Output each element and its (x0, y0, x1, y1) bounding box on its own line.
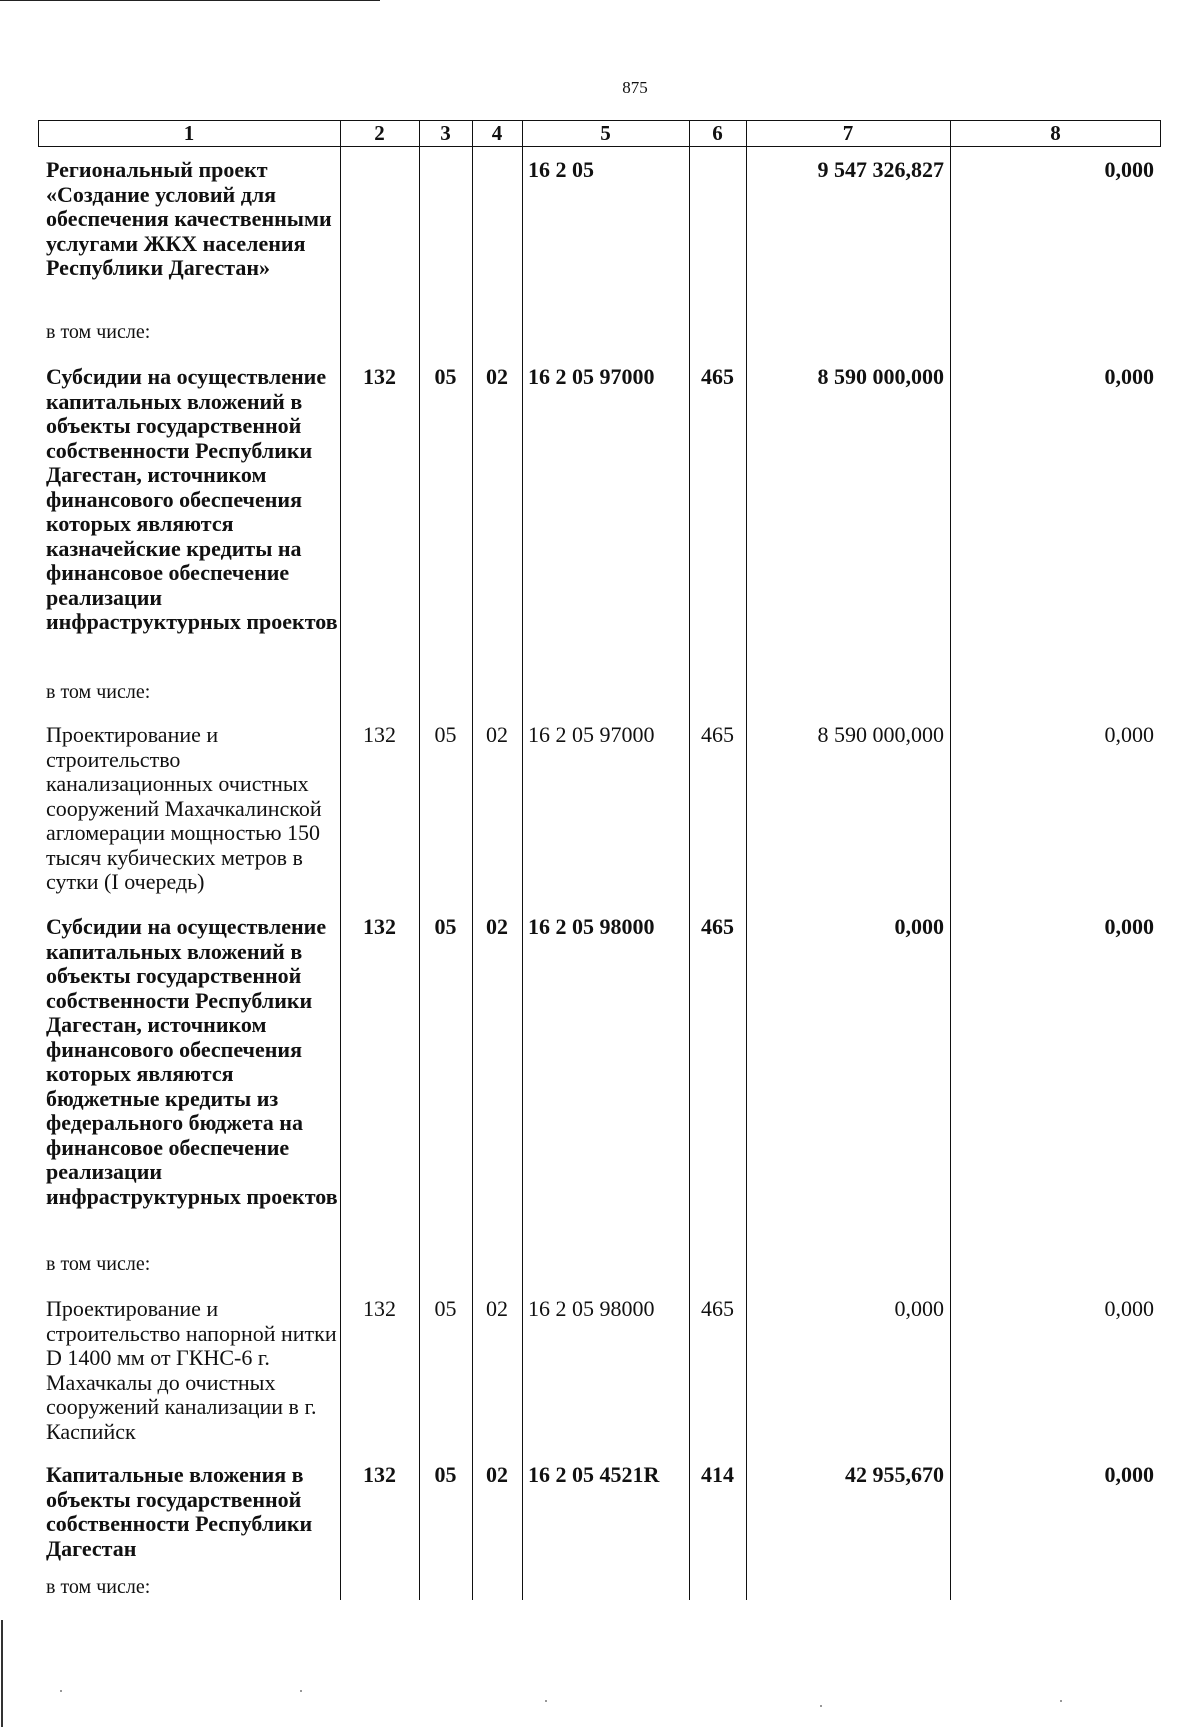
row-name: Региональный проект «Создание условий для обеспечения качественными услугами ЖКХ населения Республики Дагестан» (46, 157, 332, 280)
cell-code-3: 05 (434, 1462, 457, 1487)
row-name: Проектирование и строительство канализационных очистных сооружений Махачкалинской агломерации мощностью 150 тысяч кубических метров в сутки (I очередь) (46, 722, 322, 894)
cell-code-4: 02 (486, 914, 508, 939)
cell-code-2: 132 (363, 364, 396, 389)
cell-amount-8: 0,000 (1104, 1462, 1154, 1487)
column-line (522, 120, 523, 1600)
column-header-3: 3 (440, 121, 451, 145)
column-line (950, 120, 951, 1600)
column-line (472, 120, 473, 1600)
column-header-1: 1 (183, 121, 195, 145)
budget-table (38, 120, 1161, 1600)
cell-code-6: 414 (701, 1462, 734, 1487)
cell-code-6: 465 (701, 722, 734, 747)
cell-code-6: 465 (701, 1296, 734, 1321)
subtotal-label: в том числе: (46, 681, 151, 703)
cell-amount-8: 0,000 (1104, 1296, 1154, 1321)
column-header-4: 4 (491, 121, 503, 145)
header-bottom-rule (38, 146, 1161, 147)
column-header-2: 2 (374, 121, 385, 145)
cell-code-4: 02 (486, 1462, 508, 1487)
scan-speck (1060, 1700, 1062, 1702)
subtotal-label: в том числе: (46, 321, 151, 343)
cell-code-3: 05 (434, 914, 457, 939)
cell-code-2: 132 (363, 722, 396, 747)
cell-amount-8: 0,000 (1104, 722, 1154, 747)
cell-code-2: 132 (363, 914, 396, 939)
scan-speck (60, 1690, 62, 1692)
subtotal-label: в том числе: (46, 1253, 151, 1275)
row-name: Субсидии на осуществление капитальных вложений в объекты государственной собственности Республики Дагестан, источником финансового обеспечения которых являются бюджетные кредиты из федерального бюджета на финансовое обеспечение реализации инфраструктурных проектов (46, 914, 338, 1209)
cell-amount-7: 8 590 000,000 (817, 364, 944, 389)
column-header-5: 5 (600, 121, 611, 145)
cell-code-5: 16 2 05 98000 (528, 914, 655, 939)
cell-amount-7: 9 547 326,827 (817, 157, 944, 182)
cell-code-5: 16 2 05 4521R (528, 1462, 660, 1487)
cell-code-3: 05 (434, 1296, 457, 1321)
cell-code-5: 16 2 05 97000 (528, 722, 655, 747)
cell-code-2: 132 (363, 1296, 396, 1321)
column-line (419, 120, 420, 1600)
cell-code-6: 465 (701, 914, 734, 939)
cell-amount-7: 42 955,670 (845, 1462, 944, 1487)
row-name: Субсидии на осуществление капитальных вложений в объекты государственной собственности Республики Дагестан, источником финансового обеспечения которых являются казначейские кредиты на финансовое обеспечение реализации инфраструктурных проектов (46, 364, 338, 634)
cell-amount-7: 8 590 000,000 (817, 722, 944, 747)
cell-code-4: 02 (486, 722, 508, 747)
column-header-6: 6 (712, 121, 723, 145)
column-line (689, 120, 690, 1600)
cell-amount-7: 0,000 (894, 914, 944, 939)
cell-amount-8: 0,000 (1104, 914, 1154, 939)
column-header-7: 7 (842, 121, 854, 145)
cell-code-4: 02 (486, 1296, 508, 1321)
subtotal-label: в том числе: (46, 1576, 151, 1598)
cell-code-5: 16 2 05 97000 (528, 364, 655, 389)
cell-code-3: 05 (434, 364, 457, 389)
cell-code-4: 02 (486, 364, 508, 389)
cell-code: 16 2 05 (528, 157, 594, 182)
row-name: Проектирование и строительство напорной нитки D 1400 мм от ГКНС-6 г. Махачкалы до очистных сооружений канализации в г. Каспийск (46, 1296, 337, 1444)
top-rule (0, 0, 380, 1)
cell-code-6: 465 (701, 364, 734, 389)
cell-amount-8: 0,000 (1104, 157, 1154, 182)
row-name: Капитальные вложения в объекты государственной собственности Республики Дагестан (46, 1462, 313, 1561)
scan-speck (545, 1700, 547, 1702)
scan-speck (300, 1690, 302, 1692)
column-header-8: 8 (1050, 121, 1061, 145)
cell-amount-7: 0,000 (894, 1296, 944, 1321)
page-number: 875 (622, 78, 648, 97)
column-line (746, 120, 747, 1600)
cell-code-3: 05 (434, 722, 457, 747)
scan-speck (820, 1705, 822, 1707)
cell-code-2: 132 (363, 1462, 396, 1487)
cell-amount-8: 0,000 (1104, 364, 1154, 389)
scan-edge (1, 1620, 3, 1727)
cell-code-5: 16 2 05 98000 (528, 1296, 655, 1321)
